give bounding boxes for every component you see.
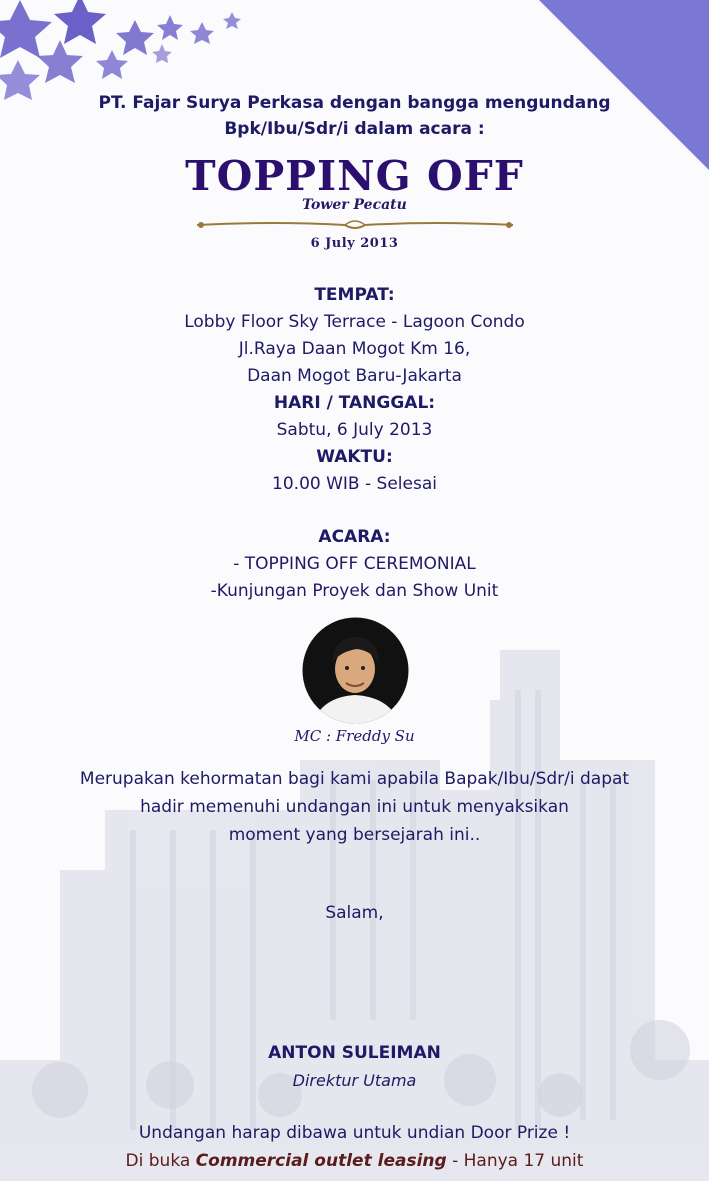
mc-name: MC : Freddy Su	[294, 727, 415, 745]
footer-line-2-suffix: - Hanya 17 unit	[446, 1151, 584, 1171]
invitation-intro	[0, 90, 709, 142]
time-label: WAKTU:	[316, 447, 393, 467]
event-date: 6 July 2013	[310, 236, 399, 251]
invitation-message	[0, 765, 709, 849]
event-title: TOPPING OFF	[185, 152, 524, 200]
day-label: HARI / TANGGAL:	[273, 393, 436, 413]
signer-name: ANTON SULEIMAN	[268, 1043, 441, 1063]
message-line-1: Merupakan kehormatan bagi kami apabila Bapak/Ibu/Sdr/i dapat	[79, 769, 630, 789]
message-line-3: moment yang bersejarah ini..	[228, 825, 481, 845]
place-line-2: Jl.Raya Daan Mogot Km 16,	[238, 339, 471, 359]
footer-line-1: Undangan harap dibawa untuk undian Door Prize !	[138, 1123, 571, 1143]
footer-highlight: Commercial outlet leasing	[195, 1151, 447, 1171]
agenda-section	[0, 524, 709, 605]
time-value: 10.00 WIB - Selesai	[272, 474, 437, 494]
signer-title: Direktur Utama	[292, 1071, 417, 1090]
closing-greeting: Salam,	[325, 903, 384, 923]
agenda-item: - TOPPING OFF CEREMONIAL	[233, 554, 476, 574]
signature-block	[0, 1040, 709, 1094]
place-line-1: Lobby Floor Sky Terrace - Lagoon Condo	[184, 312, 525, 332]
event-subtitle: Tower Pecatu	[302, 197, 407, 213]
intro-line-1: PT. Fajar Surya Perkasa dengan bangga mengundang	[98, 93, 611, 113]
footer-line-2	[0, 1147, 709, 1175]
place-line-3: Daan Mogot Baru-Jakarta	[247, 366, 462, 386]
intro-line-2: Bpk/Ibu/Sdr/i dalam acara :	[224, 119, 485, 139]
footer-line-2-prefix: Di buka	[125, 1151, 196, 1171]
mc-portrait-photo	[302, 617, 409, 724]
agenda-label: ACARA:	[318, 527, 391, 547]
event-details	[0, 282, 709, 498]
message-line-2: hadir memenuhi undangan ini untuk menyaksikan	[140, 797, 569, 817]
agenda-item: -Kunjungan Proyek dan Show Unit	[210, 581, 499, 601]
day-value: Sabtu, 6 July 2013	[276, 420, 433, 440]
footer-note	[0, 1119, 709, 1175]
title-flourish-divider	[195, 215, 515, 235]
place-label: TEMPAT:	[314, 285, 395, 305]
